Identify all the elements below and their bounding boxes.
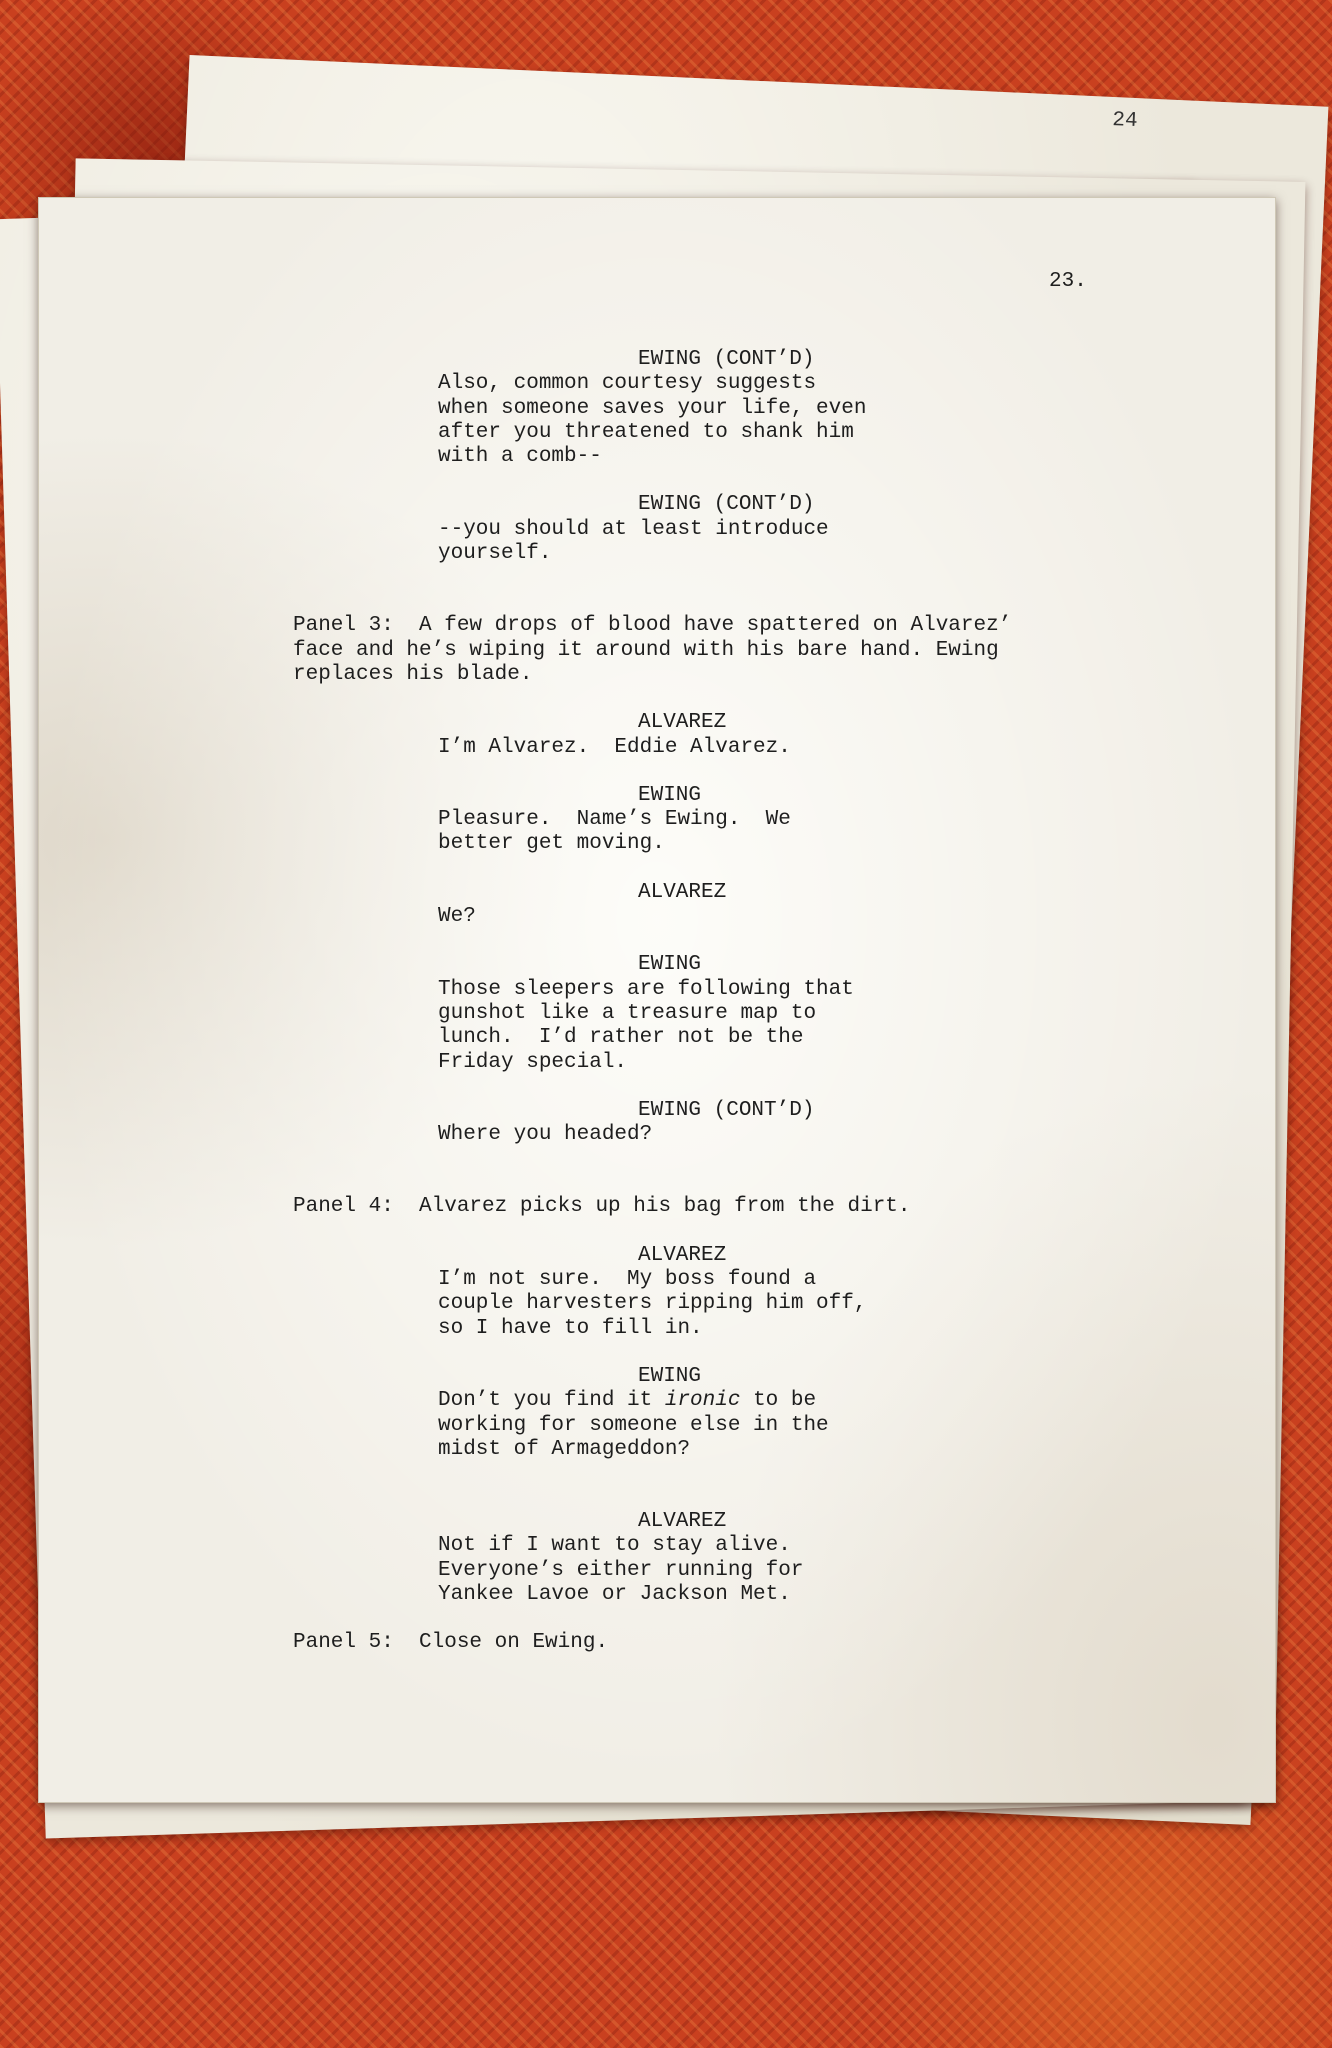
dialogue-line: working for someone else in the [438, 1413, 829, 1437]
character-cue [39, 1244, 1275, 1268]
dialogue-text: to be [740, 1389, 817, 1413]
action-block [39, 1195, 1275, 1219]
dialogue-line: when someone saves your life, even [438, 396, 867, 420]
dialogue-line: Where you headed? [438, 1123, 653, 1147]
character-name: EWING (CONT’D) [638, 1098, 815, 1122]
character-cue [39, 1510, 1275, 1534]
character-cue [39, 348, 1275, 372]
dialogue-line: with a comb-- [438, 445, 602, 469]
dialogue-block [39, 518, 1275, 567]
dialogue-block [39, 1268, 1275, 1341]
dialogue-line: Friday special. [438, 1050, 628, 1074]
dialogue-line: yourself. [438, 542, 552, 566]
action-line: replaces his blade. [293, 662, 533, 686]
dialogue-line: midst of Armageddon? [438, 1437, 691, 1461]
character-cue [39, 953, 1275, 977]
page-number: 23. [1049, 270, 1087, 293]
dialogue-line: We? [438, 905, 476, 929]
dialogue-line: Those sleepers are following that [438, 977, 854, 1001]
dialogue-line: --you should at least introduce [438, 517, 829, 541]
character-name: EWING [638, 1364, 702, 1388]
dialogue-line: I’m Alvarez. Eddie Alvarez. [438, 735, 791, 759]
dialogue-block [39, 1389, 1275, 1462]
dialogue-emphasis: ironic [664, 1389, 741, 1413]
character-cue [39, 784, 1275, 808]
dialogue-line: Not if I want to stay alive. [438, 1534, 791, 1558]
action-line: Panel 3: A few drops of blood have spattered on Alvarez’ [293, 614, 1012, 638]
dialogue-line: Also, common courtesy suggests [438, 372, 817, 396]
dialogue-line: couple harvesters ripping him off, [438, 1292, 867, 1316]
dialogue-block [39, 736, 1275, 760]
action-line: face and he’s wiping it around with his bare hand. Ewing [293, 638, 999, 662]
dialogue-line: Pleasure. Name’s Ewing. We [438, 808, 791, 832]
dialogue-block [39, 978, 1275, 1075]
character-cue [39, 1099, 1275, 1123]
character-name: ALVAREZ [638, 1243, 727, 1267]
dialogue-block [39, 1123, 1275, 1147]
dialogue-line: Everyone’s either running for [438, 1558, 804, 1582]
character-cue [39, 493, 1275, 517]
dialogue-line: lunch. I’d rather not be the [438, 1026, 804, 1050]
dialogue-line: gunshot like a treasure map to [438, 1001, 817, 1025]
character-cue [39, 1365, 1275, 1389]
back-page-number: 24 [1111, 108, 1139, 134]
dialogue-block [39, 1534, 1275, 1607]
dialogue-line: Yankee Lavoe or Jackson Met. [438, 1582, 791, 1606]
dialogue-block [39, 905, 1275, 929]
character-name: ALVAREZ [638, 880, 727, 904]
character-name: ALVAREZ [638, 711, 727, 735]
dialogue-line [39, 1389, 1275, 1413]
dialogue-block [39, 372, 1275, 469]
character-name: EWING (CONT’D) [638, 348, 815, 371]
character-name: EWING [638, 783, 702, 807]
dialogue-line: better get moving. [438, 832, 665, 856]
character-name: ALVAREZ [638, 1510, 727, 1534]
character-name: EWING (CONT’D) [638, 493, 815, 517]
action-line: Panel 5: Close on Ewing. [293, 1631, 609, 1655]
character-cue [39, 881, 1275, 905]
dialogue-line: so I have to fill in. [438, 1316, 703, 1340]
script-content [39, 348, 1275, 1656]
character-name: EWING [638, 953, 702, 977]
action-block [39, 614, 1275, 687]
action-line: Panel 4: Alvarez picks up his bag from the dirt. [293, 1195, 911, 1219]
dialogue-block [39, 808, 1275, 857]
character-cue [39, 711, 1275, 735]
script-page [38, 197, 1276, 1803]
dialogue-line: after you threatened to shank him [438, 420, 854, 444]
action-block [39, 1631, 1275, 1655]
dialogue-text: Don’t you find it [438, 1389, 665, 1413]
dialogue-line: I’m not sure. My boss found a [438, 1268, 817, 1292]
